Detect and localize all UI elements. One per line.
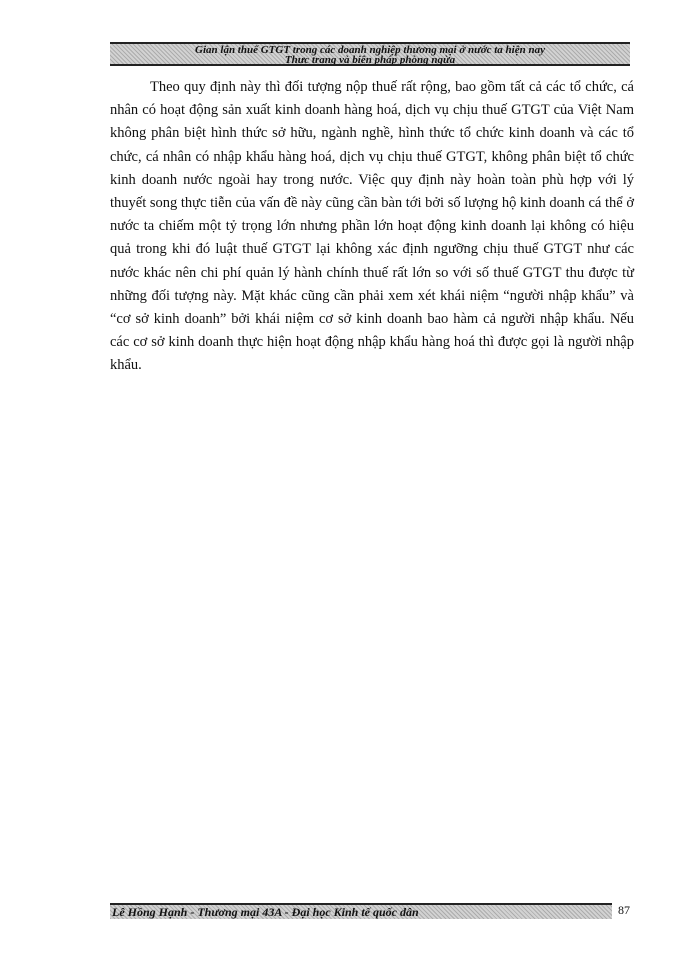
- page-footer: [110, 903, 612, 919]
- body-paragraph: Theo quy định này thì đối tượng nộp thuế rất rộng, bao gồm tất cả các tổ chức, cá nhân có hoạt động sản xuất kinh doanh hàng hoá, dịch vụ chịu thuế GTGT của Việt Nam không phân biệt hình thức sở hữu, ngành nghề, hình thức tổ chức kinh doanh và các tổ chức, cá nhân có nhập khẩu hàng hoá, dịch vụ chịu thuế GTGT, không phân biệt tổ chức kinh doanh nước ngoài hay trong nước. Việc quy định này hoàn toàn phù hợp với lý thuyết song thực tiễn của vấn đề này cũng cần bàn tới bởi số lượng hộ kinh doanh cá thể ở nước ta chiếm một tỷ trọng lớn nhưng phần lớn hoạt động kinh doanh lại không có hiệu quả trong khi đó luật thuế GTGT lại không xác định ngưỡng chịu thuế GTGT như các nước khác nên chi phí quản lý hành chính thuế rất lớn so với số thuế GTGT thu được từ những đối tượng này. Mặt khác cũng cần phải xem xét khái niệm “người nhập khẩu” và “cơ sở kinh doanh” bởi khái niệm cơ sở kinh doanh bao hàm cả người nhập khẩu. Nếu các cơ sở kinh doanh thực hiện hoạt động nhập khẩu hàng hoá thì được gọi là người nhập khẩu.: [110, 79, 634, 374]
- page-header: [110, 42, 630, 66]
- header-title-line2: Thực trạng và biện pháp phòng ngừa: [284, 54, 456, 66]
- page-number: 87: [618, 903, 630, 917]
- header-title-line1: Gian lận thuế GTGT trong các doanh nghiệp thương mại ở nước ta hiện nay: [195, 44, 545, 56]
- footer-author: Lê Hồng Hạnh - Thương mại 43A - Đại học Kinh tế quốc dân: [112, 905, 419, 919]
